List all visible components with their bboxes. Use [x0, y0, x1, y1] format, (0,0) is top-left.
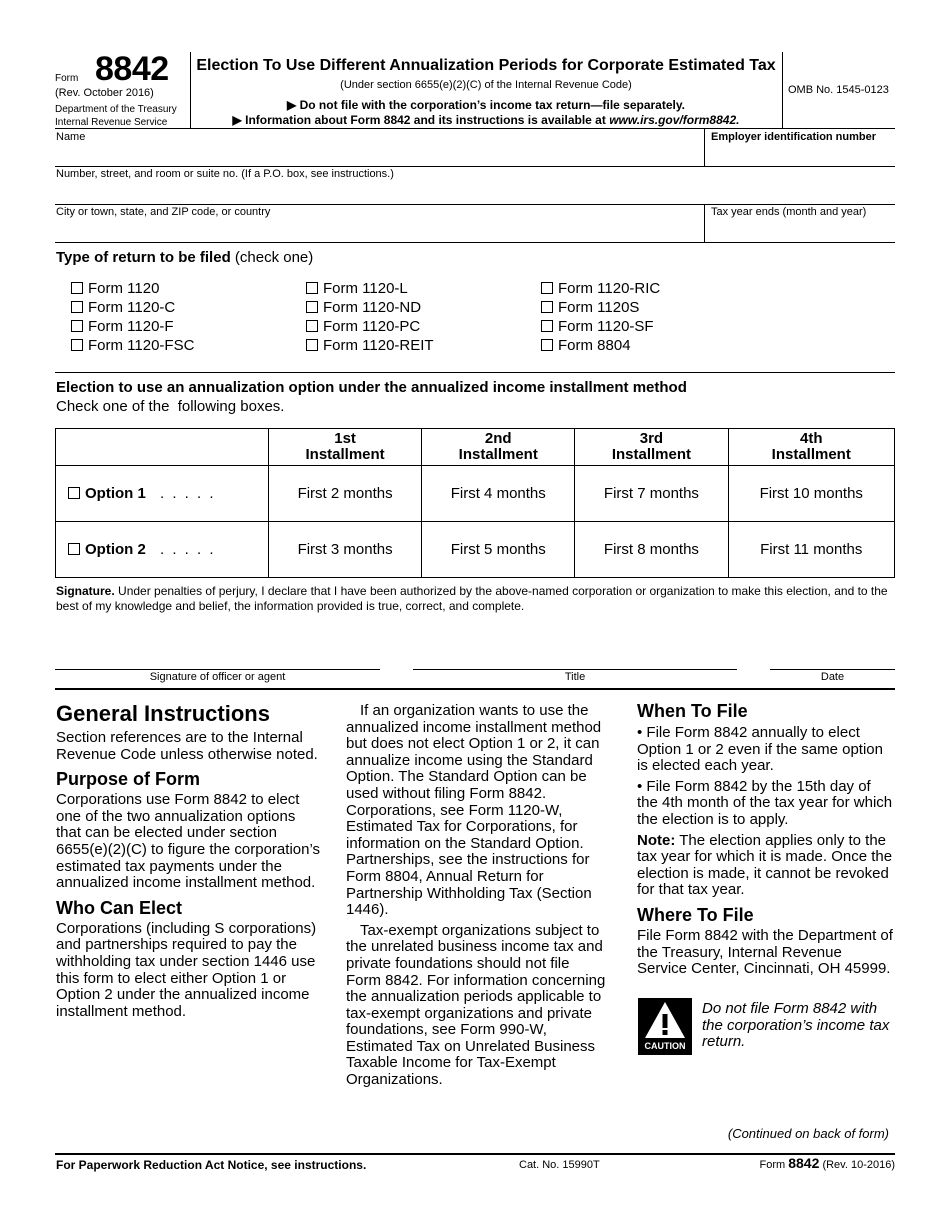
signature-line-date [770, 669, 895, 670]
return-type-option[interactable]: Form 1120-FSC [71, 336, 194, 355]
option-1-label: Option 1 [85, 485, 146, 502]
tax-exempt-paragraph: Tax-exempt organizations subject to the unrelated business income tax and private foundations should not file Form 8842. For information concerning the annualization periods applicable to tax-exempt organizations and private foundations, see Form 990-W, Estimated Tax on Unrelated Business Taxable Income for Tax-Exempt Organizations. [346, 921, 606, 1089]
signature-line-officer [55, 669, 380, 670]
return-type-heading-bold: Type of return to be filed [56, 249, 231, 266]
title-field[interactable] [413, 640, 737, 668]
option-2-cell[interactable] [56, 522, 269, 578]
city-row-rule [55, 242, 895, 243]
checkbox[interactable] [306, 282, 318, 294]
address-row-rule [55, 204, 895, 205]
form-word: Form [55, 73, 79, 84]
signature-line-title [413, 669, 737, 670]
signature-bold: Signature. [56, 584, 115, 598]
election-subheading: Check one of the following boxes. [56, 398, 285, 415]
table-cell: First 8 months [575, 522, 728, 578]
election-heading: Election to use an annualization option under the annualized income installment method [56, 379, 687, 396]
instructions-column-1 [56, 700, 321, 1020]
general-instructions-heading: General Instructions [56, 701, 270, 726]
form-title: Election To Use Different Annualization Periods for Corporate Estimated Tax [196, 57, 776, 74]
installment-header: 4th Installment [728, 429, 894, 466]
return-type-column-3 [541, 279, 660, 355]
date-label: Date [820, 671, 845, 683]
name-input[interactable] [55, 145, 703, 165]
return-type-option[interactable]: Form 1120-SF [541, 317, 660, 336]
return-type-option[interactable]: Form 1120-ND [306, 298, 434, 317]
return-type-rule [55, 372, 895, 373]
return-type-option[interactable]: Form 8804 [541, 336, 660, 355]
option-2-checkbox[interactable] [68, 543, 80, 555]
checkbox[interactable] [306, 301, 318, 313]
return-type-option[interactable]: Form 1120S [541, 298, 660, 317]
table-cell: First 10 months [728, 466, 894, 522]
city-label: City or town, state, and ZIP code, or country [56, 206, 271, 218]
checkbox[interactable] [71, 339, 83, 351]
ein-input[interactable] [706, 145, 894, 165]
purpose-heading: Purpose of Form [56, 769, 201, 790]
catalog-number: Cat. No. 15990T [519, 1159, 600, 1171]
taxyear-input[interactable] [706, 220, 894, 240]
installment-header: 3rd Installment [575, 429, 728, 466]
ein-divider [704, 128, 705, 166]
table-cell: First 2 months [269, 466, 422, 522]
taxyear-label: Tax year ends (month and year) [711, 206, 867, 218]
instructions-column-3 [637, 700, 895, 978]
return-type-option[interactable]: Form 1120-C [71, 298, 194, 317]
table-cell: First 5 months [422, 522, 575, 578]
leader-dots: . . . . . [160, 541, 216, 558]
leader-dots: . . . . . [160, 485, 216, 502]
checkbox[interactable] [306, 320, 318, 332]
return-type-column-2 [306, 279, 434, 355]
return-type-option[interactable]: Form 1120-F [71, 317, 194, 336]
option-1-cell[interactable] [56, 466, 269, 522]
irs-name: Internal Revenue Service [55, 117, 168, 128]
caution-text: Do not file Form 8842 with the corporation’s income tax return. [702, 1000, 890, 1051]
caution-label: CAUTION [644, 1041, 686, 1051]
table-cell: First 7 months [575, 466, 728, 522]
installment-header: 2nd Installment [422, 429, 575, 466]
taxyear-divider [704, 204, 705, 242]
footer-form-number: 8842 [788, 1155, 820, 1171]
form-subtitle: (Under section 6655(e)(2)(C) of the Internal Revenue Code) [340, 79, 632, 91]
signature-declaration [56, 584, 896, 614]
where-paragraph: File Form 8842 with the Department of the Treasury, Internal Revenue Service Center, Cincinnati, OH 45999. [637, 926, 893, 978]
return-type-option[interactable]: Form 1120 [71, 279, 194, 298]
paperwork-notice: For Paperwork Reduction Act Notice, see instructions. [56, 1158, 367, 1172]
address-input[interactable] [55, 182, 893, 202]
name-label: Name [56, 131, 86, 143]
file-separately-note: ▶ Do not file with the corporation’s income tax return—file separately. [287, 98, 685, 112]
footer-revision: (Rev. 10-2016) [822, 1159, 895, 1171]
return-type-option[interactable]: Form 1120-REIT [306, 336, 434, 355]
caution-icon [638, 998, 692, 1055]
name-row-rule [55, 166, 895, 167]
note-bold: Note: [637, 831, 676, 849]
info-note [190, 113, 782, 127]
standard-option-paragraph: If an organization wants to use the annualized income installment method but does not elect Option 1 or 2, it can annualize income using the Standard Option. The Standard Option can be used without filing Form 8842. Corporations, see Form 1120-W, Estimated Tax for Corporations, for information on the Standard Option. Partnerships, see the instructions for Form 8804, Annual Return for Partnership Withholding Tax (Section 1446). [346, 702, 602, 919]
checkbox[interactable] [541, 320, 553, 332]
intro-paragraph: Section references are to the Internal Revenue Code unless otherwise noted. [56, 729, 318, 763]
who-heading: Who Can Elect [56, 897, 183, 918]
who-paragraph: Corporations (including S corporations) and partnerships required to pay the withholding tax under section 1446 use this form to elect either Option 1 or Option 2 under the annualized income installment method. [56, 919, 317, 1020]
department-name: Department of the Treasury [55, 104, 177, 115]
date-field[interactable] [770, 640, 894, 668]
return-type-column-1 [71, 279, 194, 355]
purpose-paragraph: Corporations use Form 8842 to elect one of the two annualization options that can be elected under section 6655(e)(2)(C) to figure the corporation’s estimated tax payments under the annualized income installment method. [56, 791, 321, 892]
checkbox[interactable] [71, 282, 83, 294]
footer-form-id [680, 1155, 895, 1171]
when-bullet-2: • File Form 8842 by the 15th day of the 4th month of the tax year for which the election is to apply. [637, 777, 893, 828]
option-2-label: Option 2 [85, 541, 146, 558]
address-label: Number, street, and room or suite no. (If a P.O. box, see instructions.) [56, 168, 394, 180]
installment-header: 1st Installment [269, 429, 422, 466]
signature-text: Under penalties of perjury, I declare that I have been authorized by the above-named corporation or organization to make this election, and to the best of my knowledge and belief, the information provided is true, correct, and complete. [56, 584, 888, 613]
table-row-option-1 [56, 466, 895, 522]
table-cell: First 11 months [728, 522, 894, 578]
when-bullet-1: • File Form 8842 annually to elect Option 1 or 2 even if the same option is elected each year. [637, 724, 883, 775]
officer-signature-label: Signature of officer or agent [149, 671, 286, 683]
checkbox[interactable] [541, 301, 553, 313]
election-table-header [56, 429, 895, 466]
irs-url-link[interactable]: www.irs.gov/form8842. [609, 113, 740, 127]
table-cell: First 4 months [422, 466, 575, 522]
where-heading: Where To File [637, 904, 754, 925]
table-corner [56, 429, 269, 466]
option-1-checkbox[interactable] [68, 487, 80, 499]
return-type-option[interactable]: Form 1120-PC [306, 317, 434, 336]
note-paragraph [637, 833, 895, 899]
ein-label: Employer identification number [711, 131, 877, 143]
warning-triangle-icon [638, 999, 692, 1041]
checkbox[interactable] [71, 301, 83, 313]
omb-number: OMB No. 1545-0123 [788, 84, 889, 96]
checkbox[interactable] [306, 339, 318, 351]
city-input[interactable] [55, 220, 703, 240]
table-cell: First 3 months [269, 522, 422, 578]
return-type-heading [56, 249, 313, 266]
info-note-prefix: ▶ Information about Form 8842 and its instructions is available at [232, 113, 610, 127]
signature-bottom-rule [55, 688, 895, 690]
title-label: Title [564, 671, 586, 683]
footer-form-word: Form [759, 1159, 786, 1171]
checkbox[interactable] [541, 339, 553, 351]
instructions-column-2 [346, 703, 606, 1089]
checkbox[interactable] [71, 320, 83, 332]
officer-signature-field[interactable] [55, 640, 380, 668]
form-number: 8842 [95, 50, 169, 88]
return-type-option[interactable]: Form 1120-RIC [541, 279, 660, 298]
return-type-option[interactable]: Form 1120-L [306, 279, 434, 298]
form-revision: (Rev. October 2016) [55, 87, 154, 99]
election-table [55, 428, 895, 578]
when-heading: When To File [637, 701, 748, 721]
continued-note: (Continued on back of form) [727, 1126, 889, 1141]
header-bottom-rule [55, 128, 895, 129]
return-type-heading-note: (check one) [230, 249, 314, 266]
note-text: The election applies only to the tax year for which it is made. Once the election is made, it cannot be revoked for that tax year. [637, 831, 893, 899]
table-row-option-2 [56, 522, 895, 578]
header-divider-right [782, 52, 783, 128]
checkbox[interactable] [541, 282, 553, 294]
